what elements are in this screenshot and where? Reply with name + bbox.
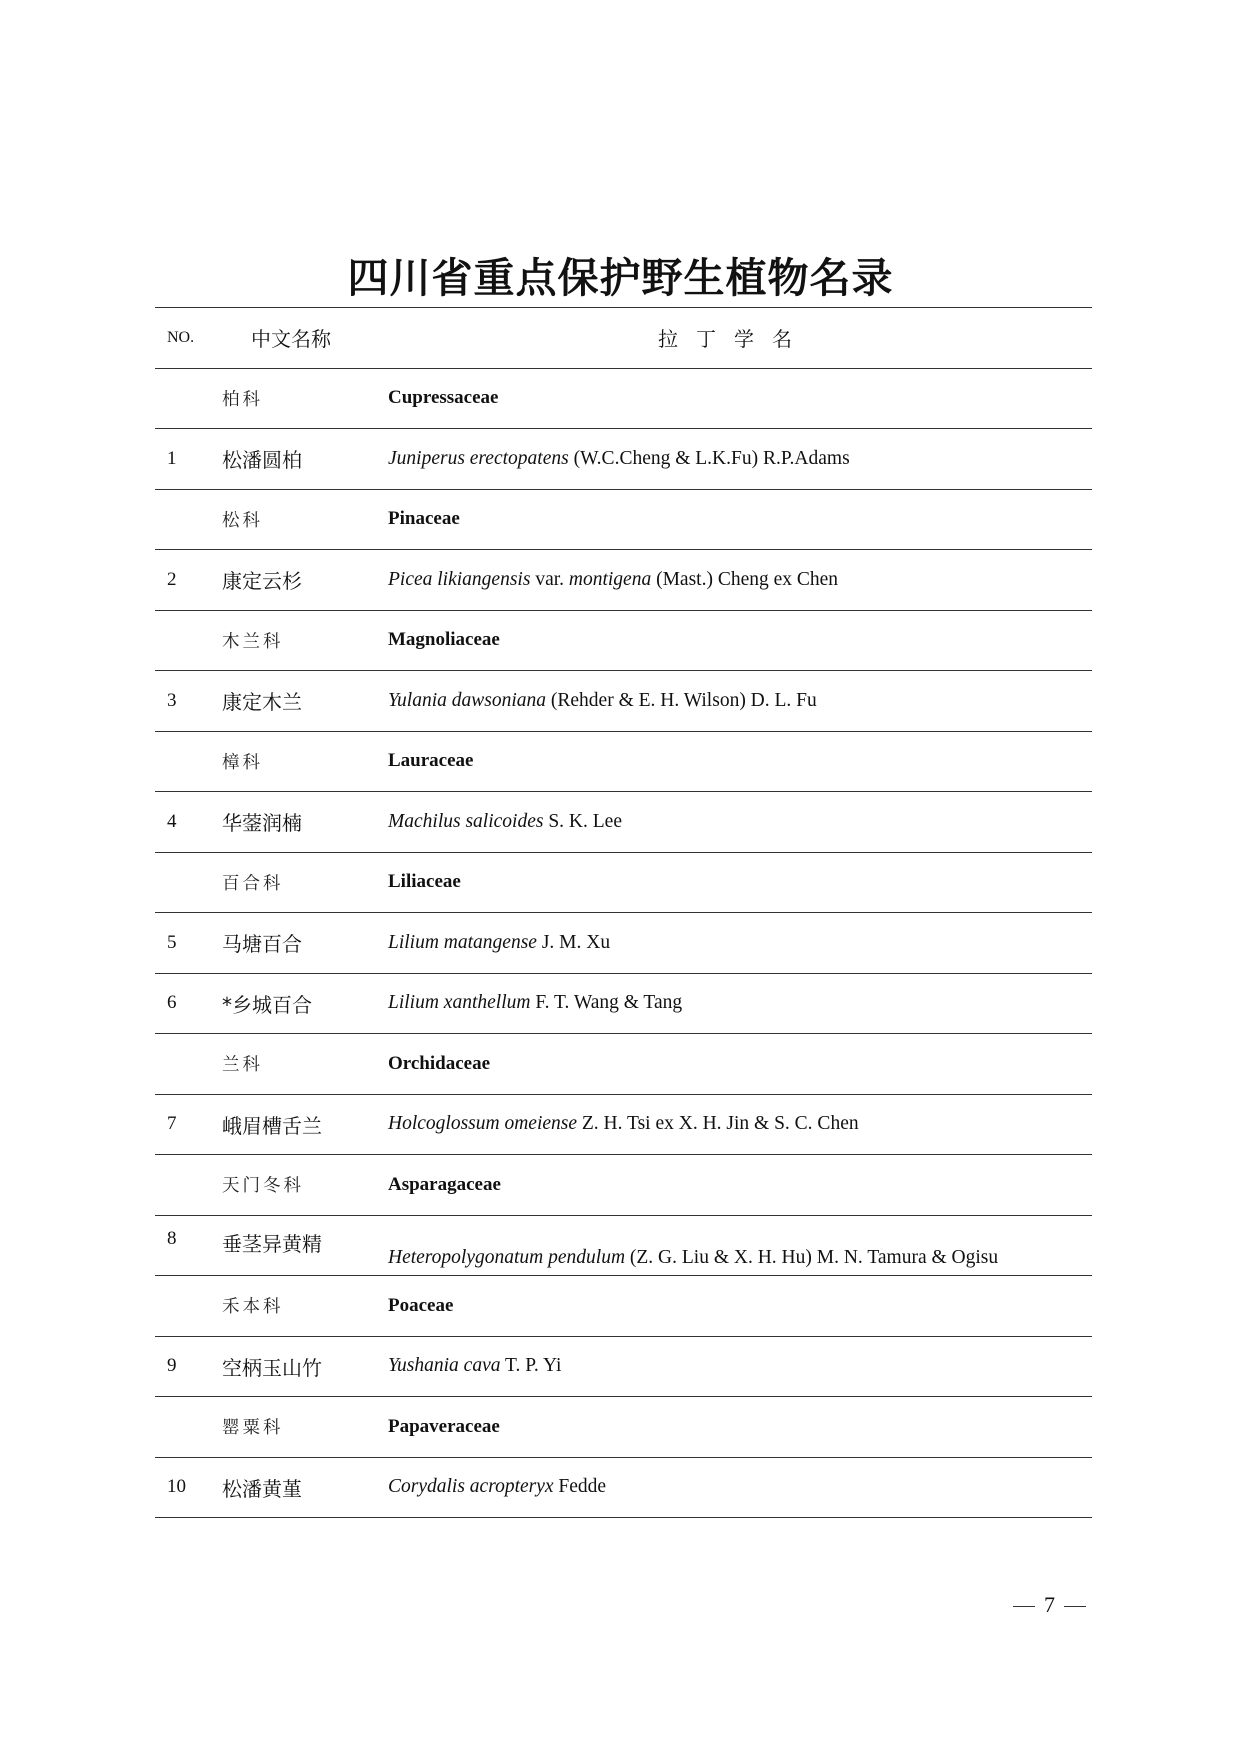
latin-epithet: Machilus salicoides: [388, 810, 544, 832]
family-latin-name: Liliaceae: [388, 871, 461, 893]
species-chinese-name: 马塘百合: [222, 932, 302, 957]
species-latin-name: [388, 1458, 606, 1518]
species-latin-name: [388, 671, 817, 731]
latin-epithet: Corydalis acropteryx: [388, 1476, 554, 1498]
latin-author: S. K. Lee: [543, 810, 622, 832]
row-number: 4: [167, 810, 177, 832]
latin-author: T. P. Yi: [500, 1355, 562, 1377]
family-chinese-name: 木兰科: [222, 631, 284, 652]
table-header: [155, 308, 1092, 369]
row-number: 10: [167, 1476, 186, 1498]
species-latin-name: [388, 1337, 561, 1397]
family-row: [155, 1034, 1092, 1095]
species-row: [155, 429, 1092, 490]
latin-author: (Rehder & E. H. Wilson) D. L. Fu: [546, 689, 817, 711]
species-latin-name: [388, 913, 610, 973]
latin-epithet: var.: [530, 568, 569, 590]
family-chinese-name: 百合科: [222, 873, 284, 894]
species-row: [155, 1216, 1092, 1277]
latin-epithet: Juniperus erectopatens: [388, 447, 569, 469]
row-number: 2: [167, 568, 177, 590]
header-latin-name: 拉丁学名: [658, 327, 810, 352]
family-latin-name: Asparagaceae: [388, 1173, 501, 1195]
species-row: [155, 550, 1092, 611]
species-chinese-name: 松潘黄堇: [222, 1476, 302, 1501]
family-chinese-name: 天门冬科: [222, 1176, 304, 1197]
family-row: [155, 732, 1092, 793]
latin-epithet: montigena: [568, 568, 652, 590]
species-chinese-name: 康定云杉: [222, 569, 302, 594]
latin-epithet: Holcoglossum omeiense: [388, 1113, 578, 1135]
latin-author: (Mast.) Cheng ex Chen: [651, 568, 839, 590]
row-number: 6: [167, 992, 177, 1014]
latin-epithet: Picea likiangensis: [388, 568, 531, 590]
family-row: [155, 490, 1092, 551]
plant-list-table: [155, 307, 1092, 1518]
latin-author: J. M. Xu: [536, 931, 611, 953]
family-chinese-name: 罂粟科: [222, 1418, 284, 1439]
family-latin-name: Orchidaceae: [388, 1052, 491, 1074]
latin-epithet: Lilium xanthellum: [388, 992, 531, 1014]
species-chinese-name: 华蓥润楠: [222, 811, 302, 836]
latin-author: (Z. G. Liu & X. H. Hu) M. N. Tamura & Ogisu: [625, 1247, 999, 1268]
family-row: [155, 611, 1092, 672]
species-chinese-name: *乡城百合: [222, 992, 312, 1017]
species-latin-name: [388, 1216, 998, 1276]
latin-author: (W.C.Cheng & L.K.Fu) R.P.Adams: [568, 447, 850, 469]
family-chinese-name: 松科: [222, 510, 263, 531]
family-row: [155, 1397, 1092, 1458]
page-title: 四川省重点保护野生植物名录: [347, 254, 894, 302]
latin-epithet: Lilium matangense: [388, 931, 537, 953]
dash-left: [1013, 1606, 1035, 1607]
family-row: [155, 1276, 1092, 1337]
species-latin-name: [388, 429, 850, 489]
species-row: [155, 1337, 1092, 1398]
latin-epithet: Heteropolygonatum pendulum: [388, 1247, 626, 1268]
family-latin-name: Cupressaceae: [388, 387, 499, 409]
species-latin-name: [388, 1095, 859, 1155]
latin-author: Fedde: [553, 1476, 607, 1498]
header-chinese-name: 中文名称: [251, 327, 331, 352]
family-row: [155, 369, 1092, 430]
family-latin-name: Poaceae: [388, 1294, 454, 1316]
row-number: 5: [167, 931, 177, 953]
species-latin-name: [388, 792, 622, 852]
species-chinese-name: 空柄玉山竹: [222, 1355, 322, 1380]
row-number: 7: [167, 1113, 177, 1135]
family-row: [155, 853, 1092, 914]
species-row: [155, 792, 1092, 853]
row-number: 1: [167, 447, 177, 469]
latin-author: F. T. Wang & Tang: [530, 992, 683, 1014]
row-number: 3: [167, 689, 177, 711]
page-number-text: 7: [1044, 1592, 1055, 1617]
species-chinese-name: 峨眉槽舌兰: [222, 1113, 322, 1138]
dash-right: [1064, 1606, 1086, 1607]
species-chinese-name: 松潘圆柏: [222, 448, 302, 473]
species-row: [155, 1458, 1092, 1519]
family-chinese-name: 柏科: [222, 389, 263, 410]
species-chinese-name: 康定木兰: [222, 690, 302, 715]
family-latin-name: Magnoliaceae: [388, 629, 500, 651]
species-row: [155, 913, 1092, 974]
species-latin-name: [388, 550, 838, 610]
latin-epithet: Yulania dawsoniana: [388, 689, 547, 711]
family-chinese-name: 禾本科: [222, 1297, 284, 1318]
row-number: 8: [167, 1227, 177, 1249]
family-latin-name: Lauraceae: [388, 750, 474, 772]
species-row: [155, 974, 1092, 1035]
species-row: [155, 671, 1092, 732]
page-number: [1004, 1592, 1095, 1618]
latin-epithet: Yushania cava: [388, 1355, 501, 1377]
family-chinese-name: 兰科: [222, 1055, 263, 1076]
species-latin-name: [388, 974, 682, 1034]
species-chinese-name: 垂茎异黄精: [222, 1231, 322, 1256]
family-row: [155, 1155, 1092, 1216]
family-latin-name: Papaveraceae: [388, 1415, 500, 1437]
table-body: [155, 369, 1092, 1519]
species-row: [155, 1095, 1092, 1156]
row-number: 9: [167, 1355, 177, 1377]
family-latin-name: Pinaceae: [388, 508, 460, 530]
header-no: NO.: [167, 328, 195, 346]
latin-author: Z. H. Tsi ex X. H. Jin & S. C. Chen: [577, 1113, 859, 1135]
family-chinese-name: 樟科: [222, 752, 263, 773]
